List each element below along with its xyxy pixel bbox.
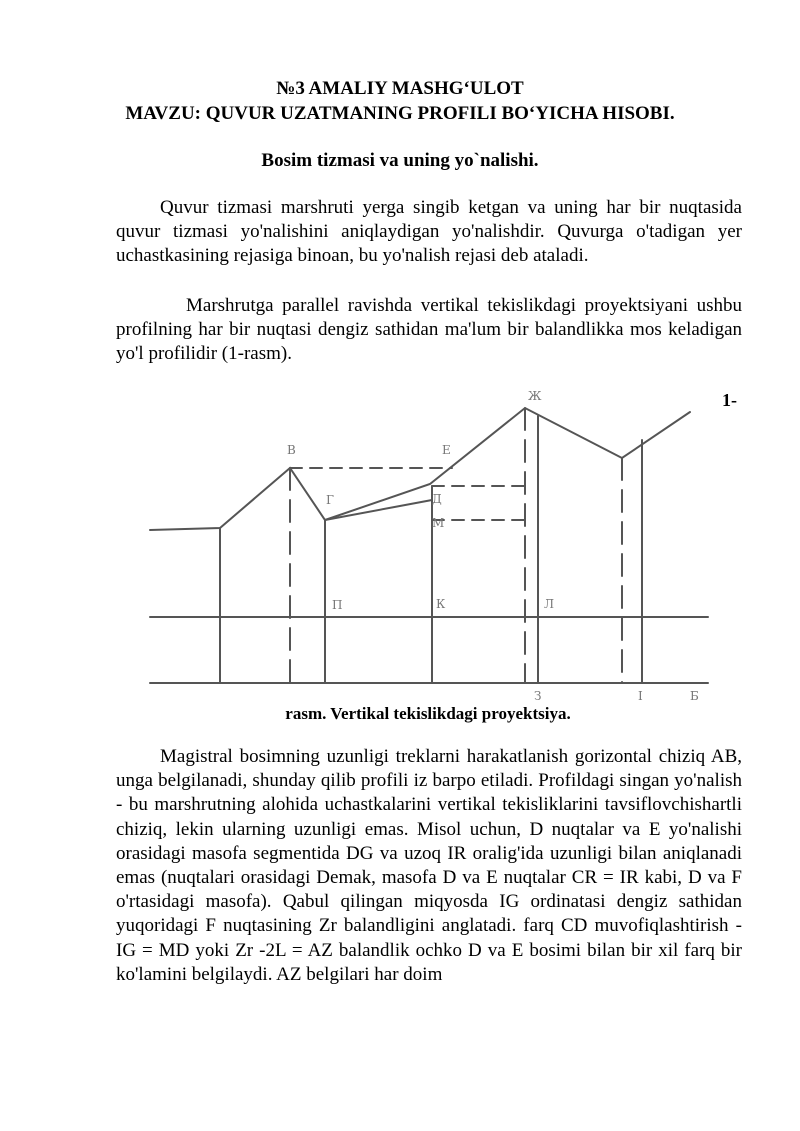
label-z: З	[534, 689, 542, 703]
page-title-line2: MAVZU: QUVUR UZATMANING PROFILI BO‘YICHA HISOBI.	[125, 103, 675, 124]
page-title-line1: №3 AMALIY MASHG‘ULOT	[276, 78, 524, 99]
label-k: К	[436, 597, 446, 611]
figure-number: 1-	[722, 390, 737, 410]
figure-caption: rasm. Vertikal tekislikdagi proyektsiya.	[285, 704, 571, 723]
label-i: І	[638, 689, 643, 703]
label-l: Л	[544, 597, 555, 611]
paragraph-2: Marshrutga parallel ravishda vertikal tekislikdagi proyektsiyani ushbu profilning har bir nuqtasi dengiz sathidan ma'lum bir balandlikka mos keladigan yo'l profilidir (1-rasm).	[116, 295, 742, 365]
label-zh: Ж	[528, 390, 542, 403]
label-b: В	[287, 443, 296, 457]
label-bb: Б	[690, 689, 699, 703]
label-d: Д	[432, 492, 442, 506]
profile-figure	[140, 390, 720, 705]
paragraph-3: Magistral bosimning uzunligi treklarni harakatlanish gorizontal chiziq AB, unga belgilanadi, shunday qilib profili iz barpo etiladi. Profildagi singan yo'nalish - bu marshrutning alohida uchastkalarini vertikal tekisliklarini tavsiflovchishartli chiziq, lekin ularning uzunligi emas. Misol uchun, D nuqtalar va E yo'nalishi orasidagi masofa segmentida DG va uzoq IR oralig'ida uzunligi bilan aniqlanadi emas (nuqtalari orasidagi Demak, masofa D va E nuqtalar CR = IR kabi, D va F o'rtasidagi masofa). Qabul qilingan miqyosda IG ordinatasi dengiz sathidan yuqoridagi F nuqtasining Zr balandligini anglatadi. farq CD muvofiqlashtirish - IG = MD yoki Zr -2L = AZ balandlik ochko D va E bosimi bilan bir xil farq bir ko'lamini belgilaydi. AZ belgilari har doim	[116, 746, 742, 985]
label-e: Е	[442, 443, 451, 457]
label-m: М	[432, 516, 445, 530]
segment-g-d	[325, 500, 432, 520]
paragraph-1: Quvur tizmasi marshruti yerga singib ketgan va uning har bir nuqtasida quvur tizmasi yo'nalishini aniqlaydigan yo'nalishdir. Quvurga o'tadigan yer uchastkasining rejasiga binoan, bu yo'nalish rejasi deb ataladi.	[116, 197, 742, 267]
section-subtitle: Bosim tizmasi va uning yo`nalishi.	[261, 150, 539, 171]
label-p: П	[332, 598, 343, 612]
label-g: Г	[326, 493, 334, 507]
